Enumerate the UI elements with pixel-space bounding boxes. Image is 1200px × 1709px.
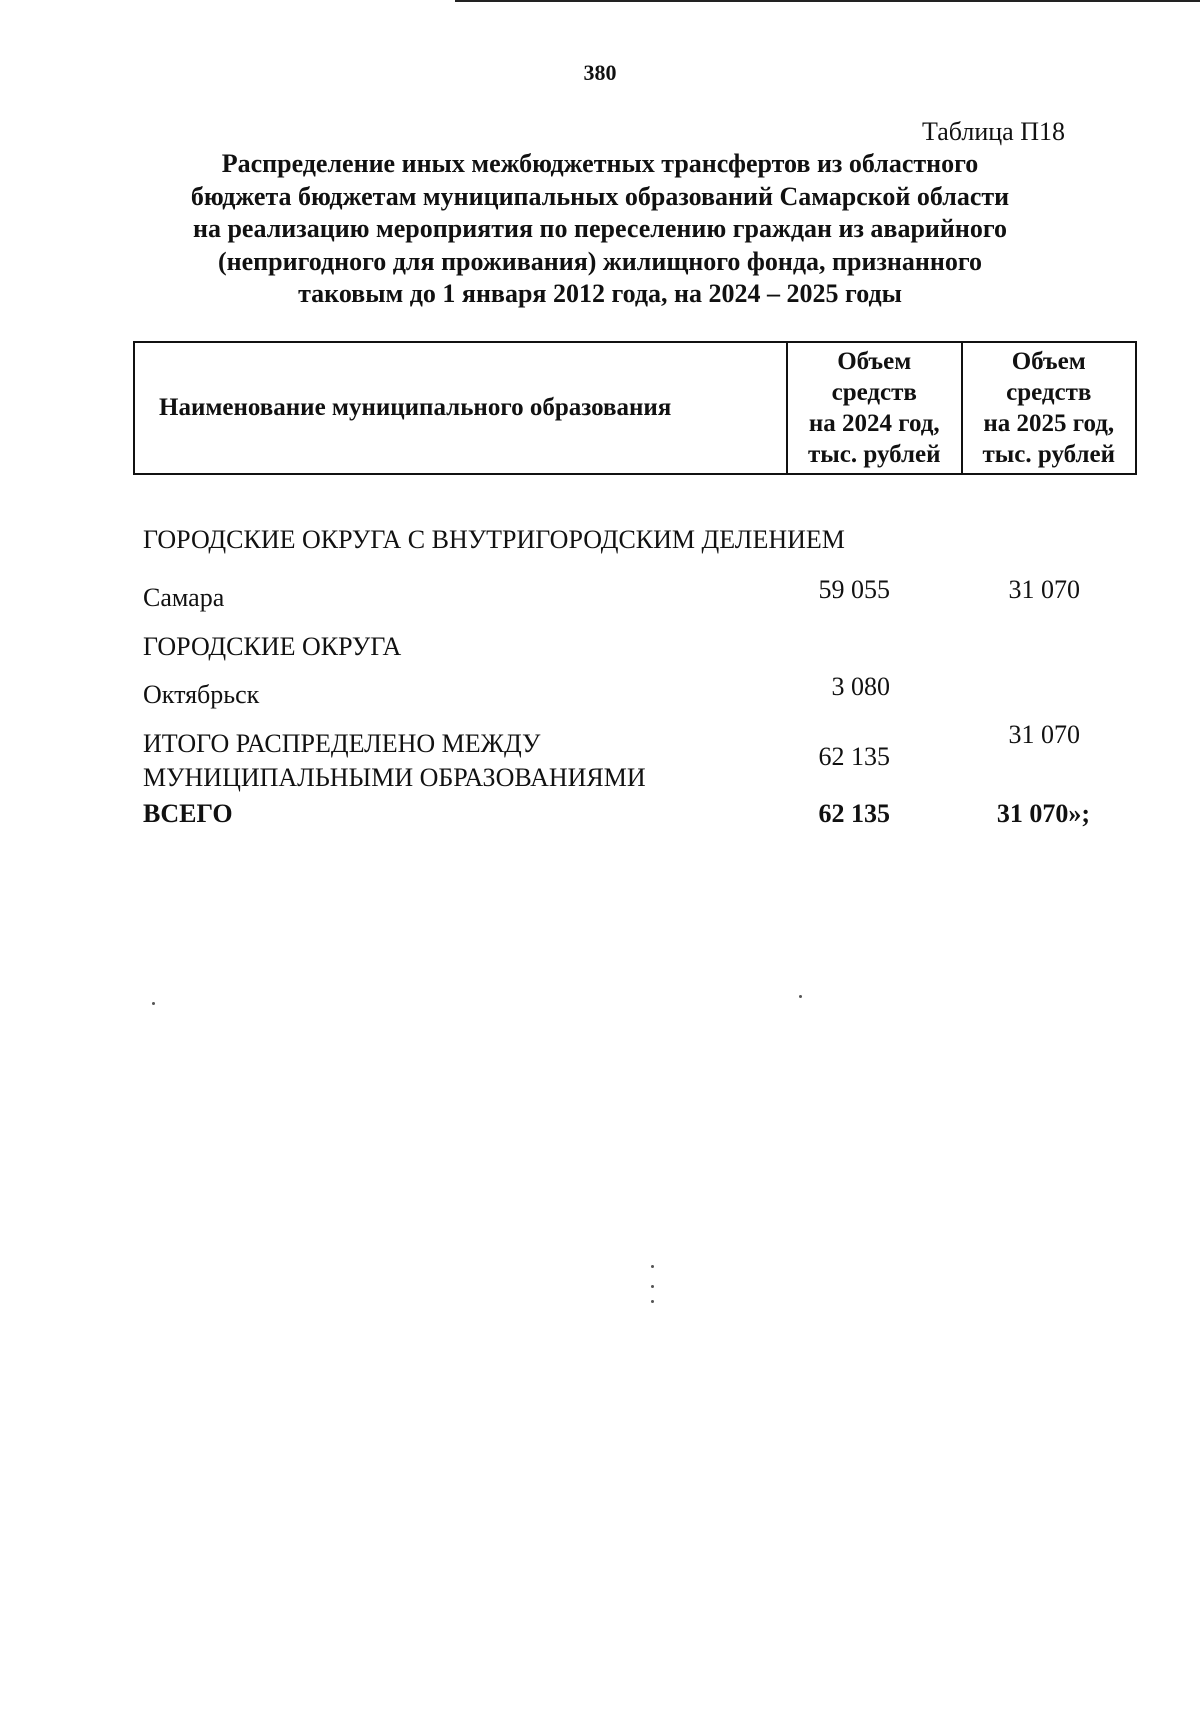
header-2024-line: Объем (837, 348, 912, 375)
header-2024-line: на 2024 год, (808, 410, 940, 437)
title-line: таковым до 1 января 2012 года, на 2024 – 2025 годы (298, 279, 902, 308)
header-2025-cell (962, 342, 1137, 474)
header-name-cell: Наименование муниципального образования (134, 342, 787, 474)
header-2025-line: средств (1006, 379, 1092, 406)
title-line: бюджета бюджетам муниципальных образований Самарской области (190, 181, 1010, 211)
row-itogo-2024: 62 135 (818, 742, 890, 771)
row-itogo-2025: 31 070 (1008, 720, 1080, 749)
header-2025-line: на 2025 год, (983, 410, 1115, 437)
header-2025-line: тыс. рублей (982, 441, 1116, 468)
table-label: Таблица П18 (922, 117, 1065, 146)
scan-speck (651, 1265, 654, 1268)
header-2024-line: тыс. рублей (807, 441, 941, 468)
section-heading-urban-districts: ГОРОДСКИЕ ОКРУГА (143, 632, 402, 661)
header-2024-line: средств (831, 379, 917, 406)
scan-speck (651, 1300, 654, 1303)
document-title (130, 148, 1070, 311)
row-vsego-name: ВСЕГО (143, 799, 233, 828)
top-border-line (455, 0, 1200, 2)
scan-speck (651, 1285, 654, 1288)
scan-speck (152, 1002, 155, 1005)
title-line: (непригодного для проживания) жилищного фонда, признанного (217, 246, 983, 276)
row-samara-2025: 31 070 (1008, 575, 1080, 604)
row-oktyabrsk-name: Октябрьск (143, 680, 260, 709)
section-heading-urban-districts-with-division: ГОРОДСКИЕ ОКРУГА С ВНУТРИГОРОДСКИМ ДЕЛЕНИЕМ (143, 525, 845, 554)
row-itogo-name-line: ИТОГО РАСПРЕДЕЛЕНО МЕЖДУ (143, 729, 541, 758)
scan-speck (799, 995, 802, 998)
header-2025-line: Объем (1011, 348, 1086, 375)
table-header (133, 341, 1137, 475)
title-line: Распределение иных межбюджетных трансфертов из областного (221, 149, 979, 178)
row-samara-2024: 59 055 (818, 575, 890, 604)
row-itogo-name (143, 727, 646, 795)
row-samara-name: Самара (143, 583, 225, 612)
header-2024-cell (787, 342, 962, 474)
row-itogo-name-line: МУНИЦИПАЛЬНЫМИ ОБРАЗОВАНИЯМИ (143, 763, 646, 792)
title-line: на реализацию мероприятия по переселению граждан из аварийного (192, 214, 1008, 243)
row-oktyabrsk-2024: 3 080 (831, 672, 890, 701)
page-number: 380 (583, 60, 617, 85)
row-vsego-2025: 31 070»; (996, 799, 1090, 828)
row-vsego-2024: 62 135 (818, 799, 890, 828)
